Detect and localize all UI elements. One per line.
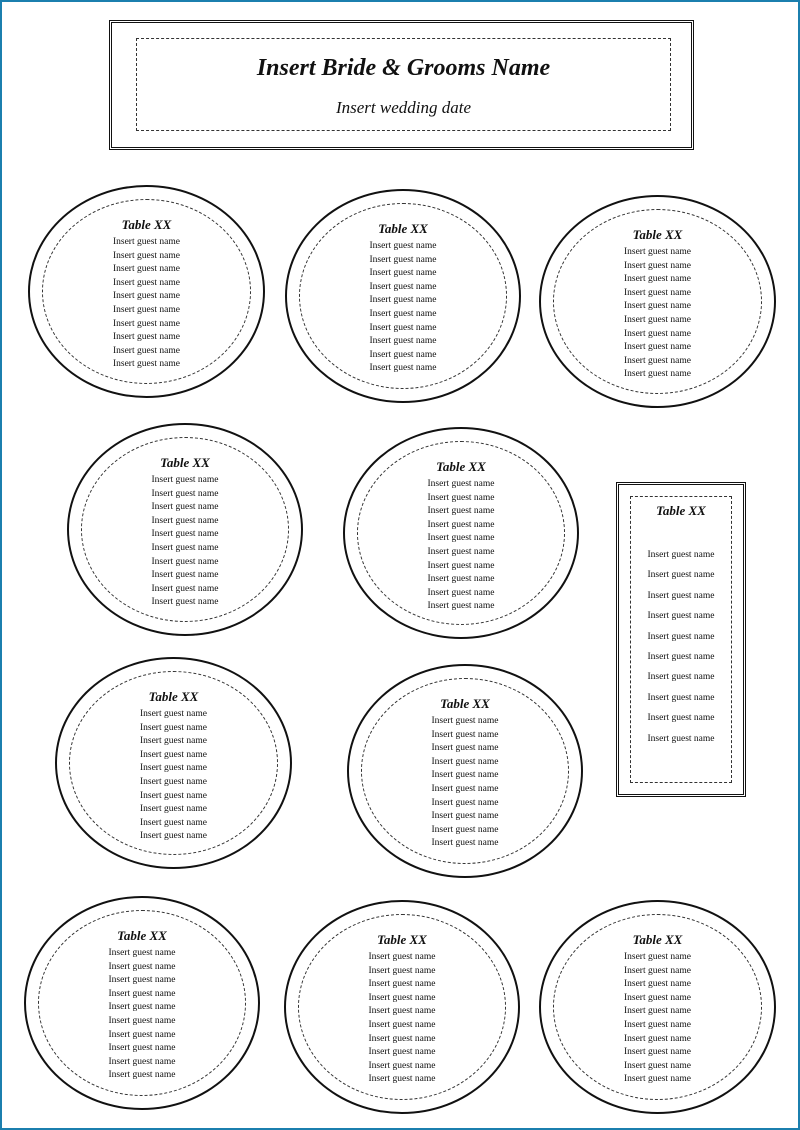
- guest-name-slot[interactable]: Insert guest name: [369, 349, 437, 360]
- guest-name-slot[interactable]: Insert guest name: [623, 1074, 691, 1085]
- table-content: [69, 455, 301, 610]
- guest-name-slot[interactable]: Insert guest name: [151, 488, 219, 499]
- table-card-4[interactable]: [67, 423, 303, 636]
- table-card-7[interactable]: [347, 664, 583, 878]
- guest-name-slot[interactable]: Insert guest name: [427, 574, 495, 585]
- guest-name-slot[interactable]: Insert guest name: [623, 342, 691, 353]
- guest-name-slot[interactable]: Insert guest name: [112, 359, 180, 370]
- guest-name-slot[interactable]: Insert guest name: [647, 631, 715, 642]
- table-label[interactable]: Table XX: [632, 227, 683, 242]
- guest-name-slot[interactable]: Insert guest name: [427, 587, 495, 598]
- guest-name-slot[interactable]: Insert guest name: [369, 295, 437, 306]
- guest-name-slot[interactable]: Insert guest name: [623, 328, 691, 339]
- guest-name-slot[interactable]: Insert guest name: [623, 1060, 691, 1071]
- guest-name-slot[interactable]: Insert guest name: [108, 988, 176, 999]
- guest-name-slot[interactable]: Insert guest name: [647, 652, 715, 663]
- guest-name-slot[interactable]: Insert guest name: [369, 363, 437, 374]
- guest-name-slot[interactable]: Insert guest name: [623, 979, 691, 990]
- guest-name-slot[interactable]: Insert guest name: [112, 345, 180, 356]
- guest-name-slot[interactable]: Insert guest name: [623, 274, 691, 285]
- guest-name-slot[interactable]: Insert guest name: [108, 961, 176, 972]
- guest-name-slot[interactable]: Insert guest name: [108, 1015, 176, 1026]
- guest-name-slot[interactable]: Insert guest name: [623, 992, 691, 1003]
- guest-name-slot[interactable]: Insert guest name: [427, 506, 495, 517]
- guest-name-slot[interactable]: Insert guest name: [647, 570, 715, 581]
- guest-name-slot[interactable]: Insert guest name: [623, 314, 691, 325]
- guest-name-slot[interactable]: Insert guest name: [623, 952, 691, 962]
- guest-name-slot[interactable]: Insert guest name: [647, 692, 715, 703]
- guest-name-slot[interactable]: Insert guest name: [431, 824, 499, 835]
- title-inner-frame: [136, 38, 671, 131]
- guest-name-slot[interactable]: Insert guest name: [368, 1033, 436, 1044]
- guest-name-slot[interactable]: Insert guest name: [431, 729, 499, 740]
- guest-name-slot[interactable]: Insert guest name: [368, 979, 436, 990]
- table-content: [541, 932, 774, 1087]
- table-content: [57, 689, 290, 844]
- guest-name-slot[interactable]: Insert guest name: [151, 570, 219, 581]
- guest-name-slot[interactable]: Insert guest name: [368, 952, 436, 962]
- guest-name-slot[interactable]: Insert guest name: [151, 475, 219, 485]
- guest-name-slot[interactable]: Insert guest name: [151, 502, 219, 513]
- table-content: [30, 217, 263, 372]
- guest-name-slot[interactable]: Insert guest name: [369, 281, 437, 292]
- table-label[interactable]: Table XX: [148, 689, 199, 704]
- guest-name-slot[interactable]: Insert guest name: [647, 550, 715, 560]
- guest-name-slot[interactable]: Insert guest name: [151, 583, 219, 594]
- guest-name-slot[interactable]: Insert guest name: [368, 1047, 436, 1058]
- table-label[interactable]: Table XX: [656, 503, 706, 518]
- guest-name-slot[interactable]: Insert guest name: [108, 1043, 176, 1054]
- guest-name-slot[interactable]: Insert guest name: [139, 736, 207, 747]
- guest-name-slot[interactable]: Insert guest name: [623, 965, 691, 976]
- guest-name-slot[interactable]: Insert guest name: [112, 291, 180, 302]
- table-card-6[interactable]: [55, 657, 292, 869]
- guest-name-slot[interactable]: Insert guest name: [368, 965, 436, 976]
- guest-name-slot[interactable]: Insert guest name: [623, 247, 691, 257]
- table-content: [349, 696, 581, 851]
- guest-name-slot[interactable]: Insert guest name: [427, 492, 495, 503]
- guest-name-slot[interactable]: Insert guest name: [431, 756, 499, 767]
- guest-name-slot[interactable]: Insert guest name: [108, 1070, 176, 1081]
- table-card-1[interactable]: [28, 185, 265, 398]
- guest-name-slot[interactable]: Insert guest name: [139, 749, 207, 760]
- guest-name-slot[interactable]: Insert guest name: [151, 529, 219, 540]
- guest-name-slot[interactable]: Insert guest name: [139, 776, 207, 787]
- guest-name-slot[interactable]: Insert guest name: [427, 601, 495, 612]
- guest-name-slot[interactable]: Insert guest name: [151, 515, 219, 526]
- guest-name-slot[interactable]: Insert guest name: [108, 975, 176, 986]
- guest-name-slot[interactable]: Insert guest name: [112, 250, 180, 261]
- guest-name-slot[interactable]: Insert guest name: [112, 237, 180, 247]
- table-label[interactable]: Table XX: [378, 221, 428, 236]
- guest-name-slot[interactable]: Insert guest name: [623, 1047, 691, 1058]
- guest-name-slot[interactable]: Insert guest name: [431, 838, 499, 849]
- guest-name-slot[interactable]: Insert guest name: [139, 817, 207, 828]
- guest-name-slot[interactable]: Insert guest name: [151, 597, 219, 608]
- guest-name-slot[interactable]: Insert guest name: [108, 1056, 176, 1067]
- guest-name-slot[interactable]: Insert guest name: [139, 763, 207, 774]
- guest-name-slot[interactable]: Insert guest name: [427, 479, 495, 489]
- guest-name-slot[interactable]: Insert guest name: [368, 1019, 436, 1030]
- guest-name-slot[interactable]: Insert guest name: [431, 783, 499, 794]
- guest-name-slot[interactable]: Insert guest name: [139, 709, 207, 719]
- guest-name-slot[interactable]: Insert guest name: [427, 546, 495, 557]
- guest-name-slot[interactable]: Insert guest name: [427, 560, 495, 571]
- table-content: [619, 503, 743, 749]
- guest-name-slot[interactable]: Insert guest name: [623, 1006, 691, 1017]
- table-card-10[interactable]: [539, 900, 776, 1114]
- table-card-3[interactable]: [539, 195, 776, 408]
- guest-name-slot[interactable]: Insert guest name: [112, 304, 180, 315]
- guest-name-slot[interactable]: Insert guest name: [369, 322, 437, 333]
- guest-name-slot[interactable]: Insert guest name: [139, 804, 207, 815]
- table-card-2[interactable]: [285, 189, 521, 403]
- table-content: [286, 932, 518, 1087]
- guest-name-slot[interactable]: Insert guest name: [431, 770, 499, 781]
- table-card-8[interactable]: [24, 896, 260, 1110]
- guest-name-slot[interactable]: Insert guest name: [108, 1002, 176, 1013]
- table-label[interactable]: Table XX: [436, 459, 486, 474]
- guest-name-slot[interactable]: Insert guest name: [369, 241, 437, 251]
- guest-name-slot[interactable]: Insert guest name: [368, 992, 436, 1003]
- guest-name-slot[interactable]: Insert guest name: [431, 716, 499, 726]
- head-table-card[interactable]: [616, 482, 746, 797]
- table-card-9[interactable]: [284, 900, 520, 1114]
- wedding-date[interactable]: Insert wedding date: [335, 98, 472, 117]
- guest-name-slot[interactable]: Insert guest name: [369, 336, 437, 347]
- guest-name-slot[interactable]: Insert guest name: [623, 1033, 691, 1044]
- table-label[interactable]: Table XX: [377, 932, 427, 947]
- guest-name-slot[interactable]: Insert guest name: [139, 831, 207, 842]
- guest-name-slot[interactable]: Insert guest name: [623, 287, 691, 298]
- table-label[interactable]: Table XX: [632, 932, 683, 947]
- guest-name-slot[interactable]: Insert guest name: [647, 713, 715, 724]
- couple-name-title[interactable]: Insert Bride & Grooms Name: [256, 55, 551, 81]
- guest-name-slot[interactable]: Insert guest name: [623, 301, 691, 312]
- guest-name-slot[interactable]: Insert guest name: [369, 268, 437, 279]
- table-content: [287, 221, 519, 376]
- guest-name-slot[interactable]: Insert guest name: [151, 542, 219, 553]
- guest-name-slot[interactable]: Insert guest name: [108, 1029, 176, 1040]
- guest-name-slot[interactable]: Insert guest name: [368, 1060, 436, 1071]
- guest-name-slot[interactable]: Insert guest name: [427, 519, 495, 530]
- guest-name-slot[interactable]: Insert guest name: [623, 1019, 691, 1030]
- table-content: [26, 928, 258, 1083]
- guest-name-slot[interactable]: Insert guest name: [647, 590, 715, 601]
- guest-name-slot[interactable]: Insert guest name: [112, 318, 180, 329]
- guest-name-slot[interactable]: Insert guest name: [427, 533, 495, 544]
- guest-name-slot[interactable]: Insert guest name: [151, 556, 219, 567]
- table-label[interactable]: Table XX: [440, 696, 490, 711]
- title-box: [109, 20, 694, 150]
- guest-name-slot[interactable]: Insert guest name: [623, 260, 691, 271]
- guest-name-slot[interactable]: Insert guest name: [431, 811, 499, 822]
- guest-name-slot[interactable]: Insert guest name: [369, 308, 437, 319]
- guest-name-slot[interactable]: Insert guest name: [139, 722, 207, 733]
- guest-name-slot[interactable]: Insert guest name: [647, 672, 715, 683]
- guest-name-slot[interactable]: Insert guest name: [647, 611, 715, 622]
- guest-name-slot[interactable]: Insert guest name: [369, 254, 437, 265]
- guest-name-slot[interactable]: Insert guest name: [112, 264, 180, 275]
- table-card-5[interactable]: [343, 427, 579, 639]
- guest-name-slot[interactable]: Insert guest name: [368, 1074, 436, 1085]
- guest-name-slot[interactable]: Insert guest name: [139, 790, 207, 801]
- guest-name-slot[interactable]: Insert guest name: [431, 743, 499, 754]
- guest-name-slot[interactable]: Insert guest name: [368, 1006, 436, 1017]
- guest-name-slot[interactable]: Insert guest name: [112, 332, 180, 343]
- table-label[interactable]: Table XX: [117, 928, 167, 943]
- guest-name-slot[interactable]: Insert guest name: [623, 369, 691, 380]
- guest-name-slot[interactable]: Insert guest name: [647, 733, 715, 744]
- table-content: [541, 227, 774, 382]
- guest-name-slot[interactable]: Insert guest name: [112, 277, 180, 288]
- table-label[interactable]: Table XX: [121, 217, 172, 232]
- table-label[interactable]: Table XX: [160, 455, 210, 470]
- guest-name-slot[interactable]: Insert guest name: [431, 797, 499, 808]
- table-content: [345, 459, 577, 614]
- guest-name-slot[interactable]: Insert guest name: [623, 355, 691, 366]
- guest-name-slot[interactable]: Insert guest name: [108, 948, 176, 958]
